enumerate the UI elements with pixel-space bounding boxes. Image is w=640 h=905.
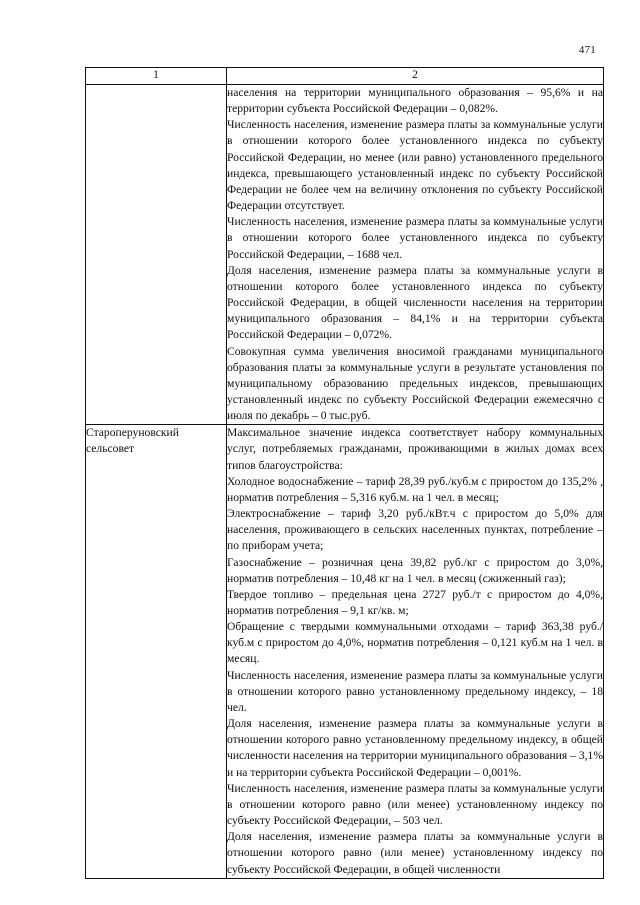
- paragraph: Численность населения, изменение размера платы за коммунальные услуги в отношении которого равно установленному предельному индексу, – 18 чел.: [227, 668, 603, 714]
- paragraph: Численность населения, изменение размера платы за коммунальные услуги в отношении которого более установленного индекса по субъекту Российской Федерации, – 1688 чел.: [227, 215, 603, 261]
- column-header-2: 2: [227, 68, 604, 85]
- paragraph: Твердое топливо – предельная цена 2727 руб./т с приростом до 4,0%, норматив потребления – 9,1 кг/кв. м;: [227, 587, 603, 617]
- paragraph: Доля населения, изменение размера платы за коммунальные услуги в отношении которого равно (или менее) установленному индексу по субъекту Российской Федерации, в общей численности: [227, 830, 603, 876]
- paragraph: Электроснабжение – тариф 3,20 руб./кВт.ч с приростом до 5,0% для населения, проживающего в сельских населенных пунктах, потребление – по приборам учета;: [227, 507, 603, 553]
- paragraph: Обращение с твердыми коммунальными отходами – тариф 363,38 руб./куб.м с приростом до 4,0%, норматив потребления – 0,121 куб.м на 1 чел. в месяц.: [227, 620, 603, 666]
- paragraph: Холодное водоснабжение – тариф 28,39 руб./куб.м с приростом до 135,2% , норматив потребления – 5,316 куб.м. на 1 чел. в месяц;: [227, 474, 603, 504]
- table-row: [86, 85, 604, 425]
- description-cell: [227, 425, 604, 878]
- paragraph: Максимальное значение индекса соответствует набору коммунальных услуг, потребляемых гражданами, проживающими в жилых домах всех типов благоустройства:: [227, 426, 603, 472]
- paragraph: Численность населения, изменение размера платы за коммунальные услуги в отношении которого более установленного индекса по субъекту Российской Федерации, но менее (или равно) установленного предельного индекса, превышающего установленный индекс по субъекту Российской Федерации не более чем на величину отклонения по субъекту Российской Федерации отсутствует.: [227, 118, 603, 213]
- paragraph: Совокупная сумма увеличения вносимой гражданами муниципального образования платы за коммунальные услуги в результате установления по муниципальному образованию предельных индексов, превышающих установленный индекс по субъекту Российской Федерации ежемесячно с июля по декабрь – 0 тыс.руб.: [227, 344, 603, 423]
- municipality-name-cell: Староперуновский сельсовет: [86, 425, 227, 878]
- description-cell: [227, 85, 604, 425]
- page-number: 471: [578, 44, 596, 56]
- paragraph: Доля населения, изменение размера платы за коммунальные услуги в отношении которого равно установленному предельному индексу, в общей численности населения на территории муниципального образования – 3,1% и на территории субъекта Российской Федерации – 0,001%.: [227, 717, 603, 779]
- paragraph: Доля населения, изменение размера платы за коммунальные услуги в отношении которого более установленного индекса по субъекту Российской Федерации, в общей численности населения на территории муниципального образования – 84,1% и на территории субъекта Российской Федерации – 0,072%.: [227, 263, 603, 342]
- paragraph: Газоснабжение – розничная цена 39,82 руб./кг с приростом до 3,0%, норматив потребления – 10,48 кг на 1 чел. в месяц (сжиженный газ);: [227, 555, 603, 585]
- municipality-name-cell: [86, 85, 227, 425]
- paragraph: Численность населения, изменение размера платы за коммунальные услуги в отношении которого равно (или менее) установленному индексу по субъекту Российской Федерации, – 503 чел.: [227, 781, 603, 828]
- table-row: [86, 425, 604, 878]
- column-header-1: 1: [86, 68, 227, 85]
- table-header-row: [86, 68, 604, 85]
- document-table: [85, 67, 604, 879]
- paragraph: населения на территории муниципального образования – 95,6% и на территории субъекта Российской Федерации – 0,082%.: [227, 86, 603, 116]
